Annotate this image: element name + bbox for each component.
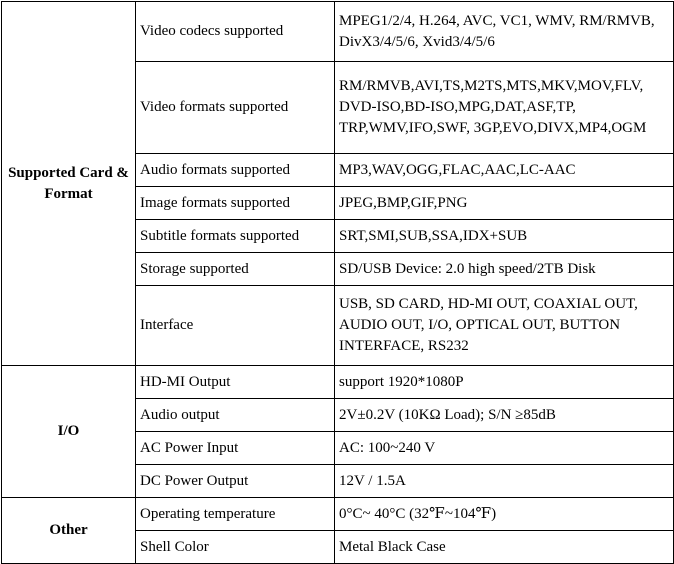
spec-label: Storage supported: [136, 253, 335, 286]
spec-label: AC Power Input: [136, 432, 335, 465]
spec-label: Shell Color: [136, 531, 335, 564]
table-row: [2, 366, 674, 399]
spec-value: 0°C~ 40°C (32℉~104℉): [335, 498, 674, 531]
spec-label: Audio output: [136, 399, 335, 432]
spec-value: MP3,WAV,OGG,FLAC,AAC,LC-AAC: [335, 154, 674, 187]
spec-value: USB, SD CARD, HD-MI OUT, COAXIAL OUT, AUDIO OUT, I/O, OPTICAL OUT, BUTTON INTERFACE, RS232: [335, 286, 674, 366]
spec-value: AC: 100~240 V: [335, 432, 674, 465]
spec-label: Image formats supported: [136, 187, 335, 220]
spec-value: 12V / 1.5A: [335, 465, 674, 498]
spec-table: [1, 1, 674, 564]
group-label-supported-card-format: Supported Card & Format: [2, 2, 136, 366]
spec-value: support 1920*1080P: [335, 366, 674, 399]
spec-label: Interface: [136, 286, 335, 366]
table-row: [2, 2, 674, 62]
spec-value: 2V±0.2V (10KΩ Load); S/N ≥85dB: [335, 399, 674, 432]
spec-value: JPEG,BMP,GIF,PNG: [335, 187, 674, 220]
spec-value: RM/RMVB,AVI,TS,M2TS,MTS,MKV,MOV,FLV, DVD-ISO,BD-ISO,MPG,DAT,ASF,TP, TRP,WMV,IFO,SWF, 3GP,EVO,DIVX,MP4,OGM: [335, 62, 674, 154]
spec-value: SRT,SMI,SUB,SSA,IDX+SUB: [335, 220, 674, 253]
spec-value: MPEG1/2/4, H.264, AVC, VC1, WMV, RM/RMVB, DivX3/4/5/6, Xvid3/4/5/6: [335, 2, 674, 62]
table-row: [2, 498, 674, 531]
group-label-other: Other: [2, 498, 136, 564]
spec-label: Operating temperature: [136, 498, 335, 531]
spec-label: Video formats supported: [136, 62, 335, 154]
spec-label: Video codecs supported: [136, 2, 335, 62]
spec-label: Audio formats supported: [136, 154, 335, 187]
spec-label: DC Power Output: [136, 465, 335, 498]
group-label-io: I/O: [2, 366, 136, 498]
spec-value: Metal Black Case: [335, 531, 674, 564]
spec-label: Subtitle formats supported: [136, 220, 335, 253]
spec-label: HD-MI Output: [136, 366, 335, 399]
spec-value: SD/USB Device: 2.0 high speed/2TB Disk: [335, 253, 674, 286]
